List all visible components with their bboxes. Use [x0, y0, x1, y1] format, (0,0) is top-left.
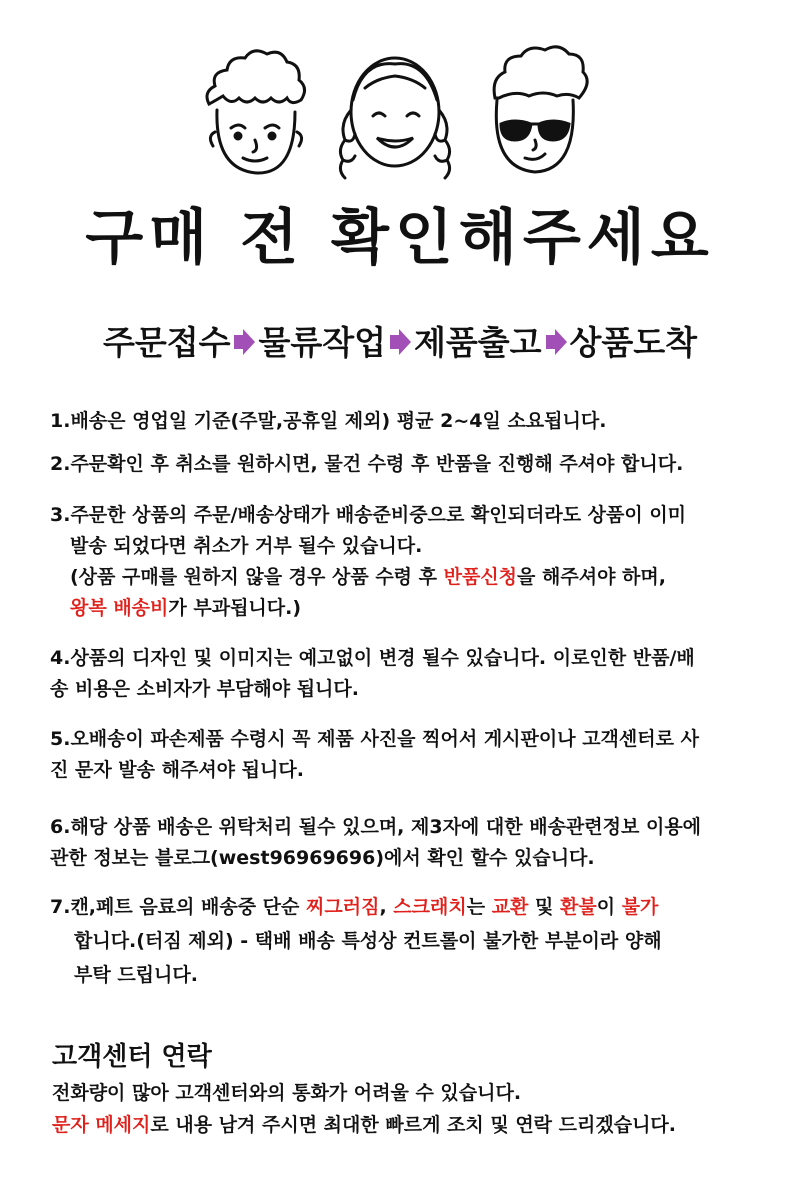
- notice-item-3: [50, 500, 686, 624]
- step-arrival: 상품도착: [569, 323, 698, 362]
- notice-text: 로 내용 남겨 주시면 최대한 빠르게 조치 및 연락 드리겠습니다.: [150, 1114, 676, 1136]
- highlight-text: 반품신청: [443, 566, 518, 588]
- highlight-text: 환불: [560, 896, 597, 918]
- notice-text: 을 해주셔야 하며,: [517, 566, 666, 588]
- notice-text: 진 문자 발송 해주셔야 됩니다.: [50, 759, 304, 781]
- notice-item-1: [50, 406, 606, 437]
- step-order-received: 주문접수: [102, 323, 231, 362]
- highlight-text: 교환: [491, 896, 529, 918]
- customer-center-text-2: [52, 1110, 676, 1140]
- customer-center-text: 전화량이 많아 고객센터와의 통화가 어려울 수 있습니다.: [52, 1082, 522, 1104]
- curly-hair-boy-face-icon: [207, 51, 305, 173]
- notice-text: (상품 구매를 원하지 않을 경우 상품 수령 후: [70, 566, 444, 588]
- notice-text: 3.주문한 상품의 주문/배송상태가 배송준비중으로 확인되더라도 상품이 이미: [50, 504, 687, 526]
- notice-text: 관한 정보는 블로그(west96969696)에서 확인 할수 있습니다.: [50, 847, 595, 869]
- notice-text: 발송 되었다면 취소가 거부 될수 있습니다.: [70, 535, 423, 557]
- notice-text: 합니다.(터짐 제외) - 택배 배송 특성상 컨트롤이 불가한 부분이라 양해: [74, 930, 662, 952]
- sunglasses-face-icon: [494, 47, 587, 172]
- notice-text: 는: [466, 896, 492, 918]
- notice-item-7: [50, 890, 662, 992]
- notice-text: 6.해당 상품 배송은 위탁처리 될수 있으며, 제3자에 대한 배송관련정보 이용에: [50, 816, 702, 838]
- notice-item-4: [50, 643, 695, 705]
- notice-text: 4.상품의 디자인 및 이미지는 예고없이 변경 될수 있습니다. 이로인한 반품/배: [50, 647, 695, 669]
- highlight-text: 스크래치: [393, 896, 467, 918]
- notice-text: 2.주문확인 후 취소를 원하시면, 물건 수령 후 반품을 진행해 주셔야 합니다.: [50, 453, 684, 475]
- notice-text: 이: [596, 896, 622, 918]
- notice-text: 가 부과됩니다.): [168, 597, 302, 619]
- purple-arrow-icon: [388, 328, 412, 356]
- customer-center-title: 고객센터 연락: [52, 1042, 212, 1072]
- notice-text: ,: [379, 896, 394, 918]
- page-title: 구매 전 확인해주세요: [85, 203, 715, 273]
- notice-text: 5.오배송이 파손제품 수령시 꼭 제품 사진을 찍어서 게시판이나 고객센터로 사: [50, 728, 699, 750]
- notice-item-6: [50, 812, 701, 874]
- step-shipping: 제품출고: [414, 323, 542, 362]
- highlight-text: 문자 메세지: [52, 1114, 151, 1136]
- notice-text: 송 비용은 소비자가 부담해야 됩니다.: [50, 678, 359, 700]
- notice-text: 및: [528, 896, 560, 918]
- notice-text: 7.캔,페트 음료의 배송중 단순: [50, 896, 307, 918]
- notice-item-5: [50, 724, 699, 786]
- notice-text: 1.배송은 영업일 기준(주말,공휴일 제외) 평균 2~4일 소요됩니다.: [50, 410, 607, 432]
- order-steps: [0, 318, 800, 368]
- highlight-text: 찌그러짐: [306, 896, 380, 918]
- notice-text: 부탁 드립니다.: [74, 964, 198, 986]
- braided-girl-face-icon: [340, 58, 449, 178]
- purple-arrow-icon: [544, 328, 568, 356]
- notice-item-2: [50, 449, 683, 480]
- purple-arrow-icon: [232, 328, 256, 356]
- cartoon-faces-illustration: [195, 40, 595, 180]
- highlight-text: 왕복 배송비: [70, 597, 169, 619]
- highlight-text: 불가: [621, 896, 659, 918]
- step-logistics: 물류작업: [258, 323, 386, 362]
